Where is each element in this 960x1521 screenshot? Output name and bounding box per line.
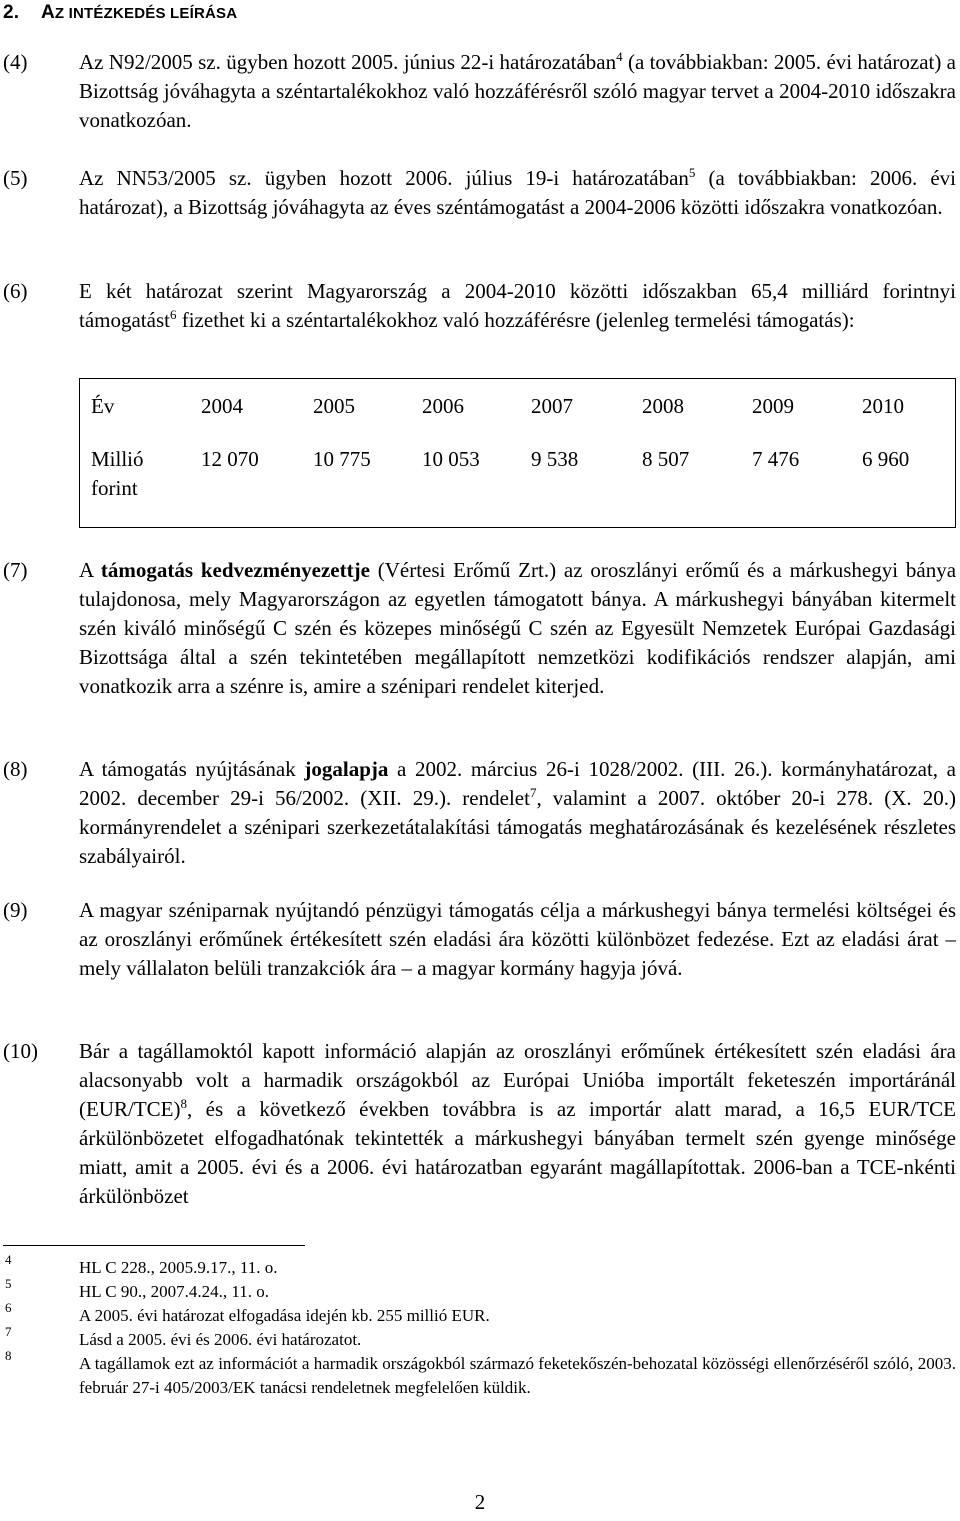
footnote-number: 5	[5, 1276, 12, 1291]
footnote-ref-8: 8	[180, 1096, 187, 1111]
row-label-line: Millió	[91, 447, 144, 471]
footnote-text: A tagállamok ezt az információt a harmadik országokból származó feketekőszén-behozatal közösségi ellenőrzéséről szóló, 2003. február 27-i 405/2003/EK tanácsi rendeletnek megfelelően küldik.	[79, 1354, 956, 1397]
paragraph-text	[79, 277, 956, 335]
table-row-label: Év	[91, 394, 115, 418]
paragraph-number: (8)	[3, 757, 28, 781]
section-title-rest: Z INTÉZKEDÉS LEÍRÁSA	[54, 5, 238, 22]
paragraph-number: (4)	[3, 50, 28, 74]
paragraph-text	[79, 1037, 956, 1211]
footnote-number: 4	[5, 1252, 12, 1267]
bold-term: jogalapja	[304, 757, 389, 781]
section-number: 2.	[3, 2, 20, 23]
bold-term: támogatás kedvezményezettje	[100, 558, 370, 582]
footnote-text: HL C 90., 2007.4.24., 11. o.	[79, 1282, 269, 1301]
footnote-text: A 2005. évi határozat elfogadása idején kb. 255 millió EUR.	[79, 1306, 490, 1325]
paragraph-text-part: Bár a tagállamoktól kapott információ alapján az oroszlányi erőműnek értékesített szén eladási ára alacsonyabb volt a harmadik országokból az Európai Unióba importált feketeszén importáránál (EUR/TCE)	[79, 1039, 956, 1121]
paragraph-text-part: E két határozat szerint Magyarország a 2004-2010 közötti időszakban 65,4 milliárd forintnyi támogatást	[79, 279, 956, 332]
paragraph-number: (6)	[3, 279, 28, 303]
table-cell-year: 2007	[531, 394, 573, 418]
table-cell-amount: 9 538	[531, 447, 579, 471]
paragraph-text	[79, 755, 956, 871]
table-cell-amount: 10 053	[422, 447, 480, 471]
table-row-amounts	[80, 437, 956, 528]
table-cell-year: 2006	[422, 394, 464, 418]
paragraph-text: A magyar széniparnak nyújtandó pénzügyi támogatás célja a márkushegyi bánya termelési költségei és az oroszlányi erőműnek értékesített szén eladási ára közötti különbözet fedezése. Ezt az eladási árat – mely vállalaton belüli tranzakciók ára – a magyar kormány hagyja jóvá.	[79, 898, 956, 980]
table-cell-year: 2008	[642, 394, 684, 418]
paragraph-text-part: A támogatás nyújtásának	[79, 757, 305, 781]
footnote-ref-7: 7	[529, 785, 537, 800]
paragraph-number: (5)	[3, 166, 28, 190]
table-cell-year: 2005	[313, 394, 355, 418]
paragraph-text	[79, 48, 956, 135]
footnote-separator	[3, 1245, 305, 1246]
paragraph-text-part: , és a következő években továbbra is az importár alatt marad, a 16,5 EUR/TCE árkülönbözetet elfogadhatónak tekintették a márkushegyi bányában termelt szén gyenge minősége miatt, amit a 2005. évi és a 2006. évi határozatban egyaránt magállapítottak. 2006-ban a TCE-nkénti árkülönbözet	[79, 1097, 956, 1208]
footnote-ref-5: 5	[688, 165, 696, 180]
paragraph-text	[79, 164, 956, 222]
table-row-label	[80, 437, 202, 528]
table-cell-amount: 12 070	[201, 447, 259, 471]
footnote-text: Lásd a 2005. évi és 2006. évi határozatot.	[79, 1330, 362, 1349]
paragraph-text-part: a 2002. március 26-i 1028/2002. (III. 26.). kormányhatározat, a 2002. december 29-i 56/2002. (XII. 29.). rendelet	[79, 757, 956, 810]
table-cell-year: 2009	[752, 394, 794, 418]
paragraph-text-part: (Vértesi Erőmű Zrt.) az oroszlányi erőmű és a márkushegyi bánya tulajdonosa, mely Magyarországon az egyetlen támogatott bánya. A márkushegyi bányában kitermelt szén kiváló minőségű C szén és közepes minőségű C szén az Egyesült Nemzetek Európai Gazdasági Bizottsága által a szén tekintetében megállapított nemzetközi kodifikációs rendszer alapján, ami vonatkozik arra a szénre is, amire a szénipari rendelet kiterjed.	[79, 558, 957, 698]
footnote-number: 6	[5, 1300, 12, 1315]
paragraph-number: (7)	[3, 558, 28, 582]
paragraph-number: (10)	[3, 1039, 38, 1063]
table-cell-amount: 6 960	[862, 447, 910, 471]
paragraph-text-part: (a továbbiakban: 2005. évi határozat) a Bizottság jóváhagyta a széntartalékokhoz való hozzáférésről szóló magyar tervet a 2004-2010 időszakra vonatkozóan.	[79, 50, 956, 132]
paragraph-number: (9)	[3, 898, 28, 922]
section-title-initial: A	[41, 2, 55, 23]
table-row-years	[80, 379, 956, 438]
page-number: 2	[474, 1490, 486, 1514]
footnote-number: 8	[5, 1348, 12, 1363]
footnote-ref-6: 6	[169, 307, 177, 322]
table-cell-amount: 8 507	[642, 447, 690, 471]
table-cell-amount: 7 476	[752, 447, 800, 471]
footnote-text: HL C 228., 2005.9.17., 11. o.	[79, 1258, 278, 1277]
row-label-line: forint	[91, 476, 138, 500]
paragraph-text	[79, 556, 956, 701]
footnotes	[79, 1256, 956, 1400]
footnote-ref-4: 4	[616, 49, 623, 64]
paragraph-text-part: A	[79, 558, 101, 582]
paragraph-text-part: Az N92/2005 sz. ügyben hozott 2005. június 22-i határozatában	[79, 50, 617, 74]
aid-table	[79, 378, 956, 528]
paragraph-text-part: fizethet ki a széntartalékokhoz való hozzáférésre (jelenleg termelési támogatás):	[176, 308, 855, 332]
paragraph-text-part: Az NN53/2005 sz. ügyben hozott 2006. július 19-i határozatában	[79, 166, 689, 190]
table-cell-year: 2010	[862, 394, 904, 418]
table-cell-year: 2004	[201, 394, 243, 418]
table-cell-amount: 10 775	[313, 447, 371, 471]
paragraph-text-part: , valamint a 2007. október 20-i 278. (X. 20.) kormányrendelet a szénipari szerkezetátalakítási támogatás meghatározásának és kezelésének részletes szabályairól.	[79, 786, 956, 868]
paragraph-text-part: (a továbbiakban: 2006. évi határozat), a Bizottság jóváhagyta az éves széntámogatást a 2004-2006 közötti időszakra vonatkozóan.	[79, 166, 956, 219]
footnote-number: 7	[5, 1324, 12, 1339]
section-heading	[3, 2, 237, 24]
footnote-numbers	[5, 1248, 25, 1368]
